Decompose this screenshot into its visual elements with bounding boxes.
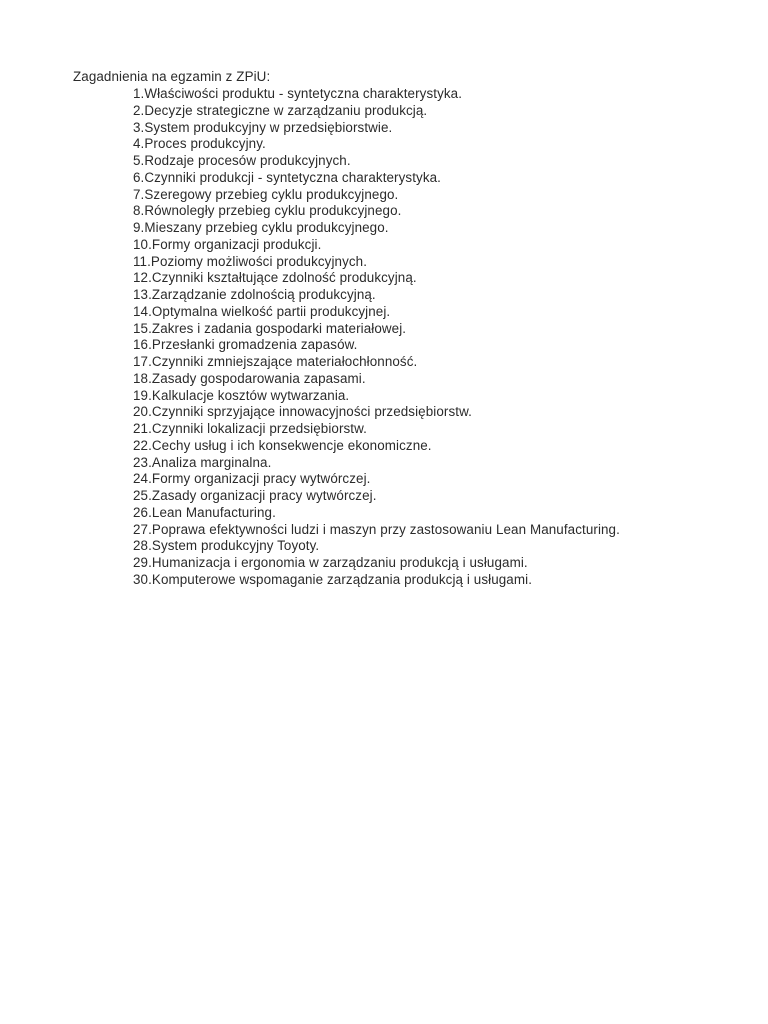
exam-topic-item: 12.Czynniki kształtujące zdolność produkcyjną. bbox=[133, 270, 417, 286]
exam-topic-item: 18.Zasady gospodarowania zapasami. bbox=[133, 370, 366, 386]
exam-topic-item: 13.Zarządzanie zdolnością produkcyjną. bbox=[133, 287, 376, 302]
exam-topic-item: 14.Optymalna wielkość partii produkcyjnej. bbox=[133, 303, 391, 319]
exam-topic-item: 11.Poziomy możliwości produkcyjnych. bbox=[133, 253, 368, 269]
exam-topic-item: 2.Decyzje strategiczne w zarządzaniu produkcją. bbox=[133, 102, 428, 118]
exam-topic-item: 23.Analiza marginalna. bbox=[133, 454, 272, 470]
exam-topic-item: 7.Szeregowy przebieg cyklu produkcyjnego. bbox=[133, 186, 399, 202]
exam-topic-item: 16.Przesłanki gromadzenia zapasów. bbox=[133, 337, 358, 353]
exam-topic-item: 30.Komputerowe wspomaganie zarządzania produkcją i usługami. bbox=[133, 571, 533, 587]
exam-topic-item: 21.Czynniki lokalizacji przedsiębiorstw. bbox=[133, 421, 367, 436]
exam-topic-item: 10.Formy organizacji produkcji. bbox=[133, 236, 322, 252]
exam-topic-item: 9.Mieszany przebieg cyklu produkcyjnego. bbox=[133, 220, 389, 235]
exam-topic-item: 8.Równoległy przebieg cyklu produkcyjnego. bbox=[133, 203, 402, 219]
exam-topic-item: 22.Cechy usług i ich konsekwencje ekonomiczne. bbox=[133, 437, 432, 453]
exam-topic-item: 5.Rodzaje procesów produkcyjnych. bbox=[133, 153, 351, 168]
exam-topic-item: 24.Formy organizacji pracy wytwórczej. bbox=[133, 471, 371, 487]
exam-topic-item: 6.Czynniki produkcji - syntetyczna charakterystyka. bbox=[133, 169, 441, 185]
exam-topic-item: 25.Zasady organizacji pracy wytwórczej. bbox=[133, 488, 377, 503]
exam-topic-item: 19.Kalkulacje kosztów wytwarzania. bbox=[133, 387, 350, 403]
exam-topic-item: 1.Właściwości produktu - syntetyczna charakterystyka. bbox=[133, 86, 463, 101]
exam-topic-list bbox=[133, 86, 620, 589]
exam-topic-item: 29.Humanizacja i ergonomia w zarządzaniu produkcją i usługami. bbox=[133, 555, 528, 570]
document-title: Zagadnienia na egzamin z ZPiU: bbox=[73, 69, 271, 84]
exam-topic-item: 20.Czynniki sprzyjające innowacyjności przedsiębiorstw. bbox=[133, 404, 472, 420]
exam-topic-item: 4.Proces produkcyjny. bbox=[133, 136, 266, 152]
exam-topic-item: 17.Czynniki zmniejszające materiałochłonność. bbox=[133, 354, 418, 369]
exam-topic-item: 28.System produkcyjny Toyoty. bbox=[133, 538, 320, 554]
exam-topic-item: 27.Poprawa efektywności ludzi i maszyn przy zastosowaniu Lean Manufacturing. bbox=[133, 521, 620, 537]
exam-topic-item: 15.Zakres i zadania gospodarki materiałowej. bbox=[133, 320, 407, 336]
exam-topic-item: 3.System produkcyjny w przedsiębiorstwie. bbox=[133, 119, 393, 135]
exam-topic-item: 26.Lean Manufacturing. bbox=[133, 504, 276, 520]
